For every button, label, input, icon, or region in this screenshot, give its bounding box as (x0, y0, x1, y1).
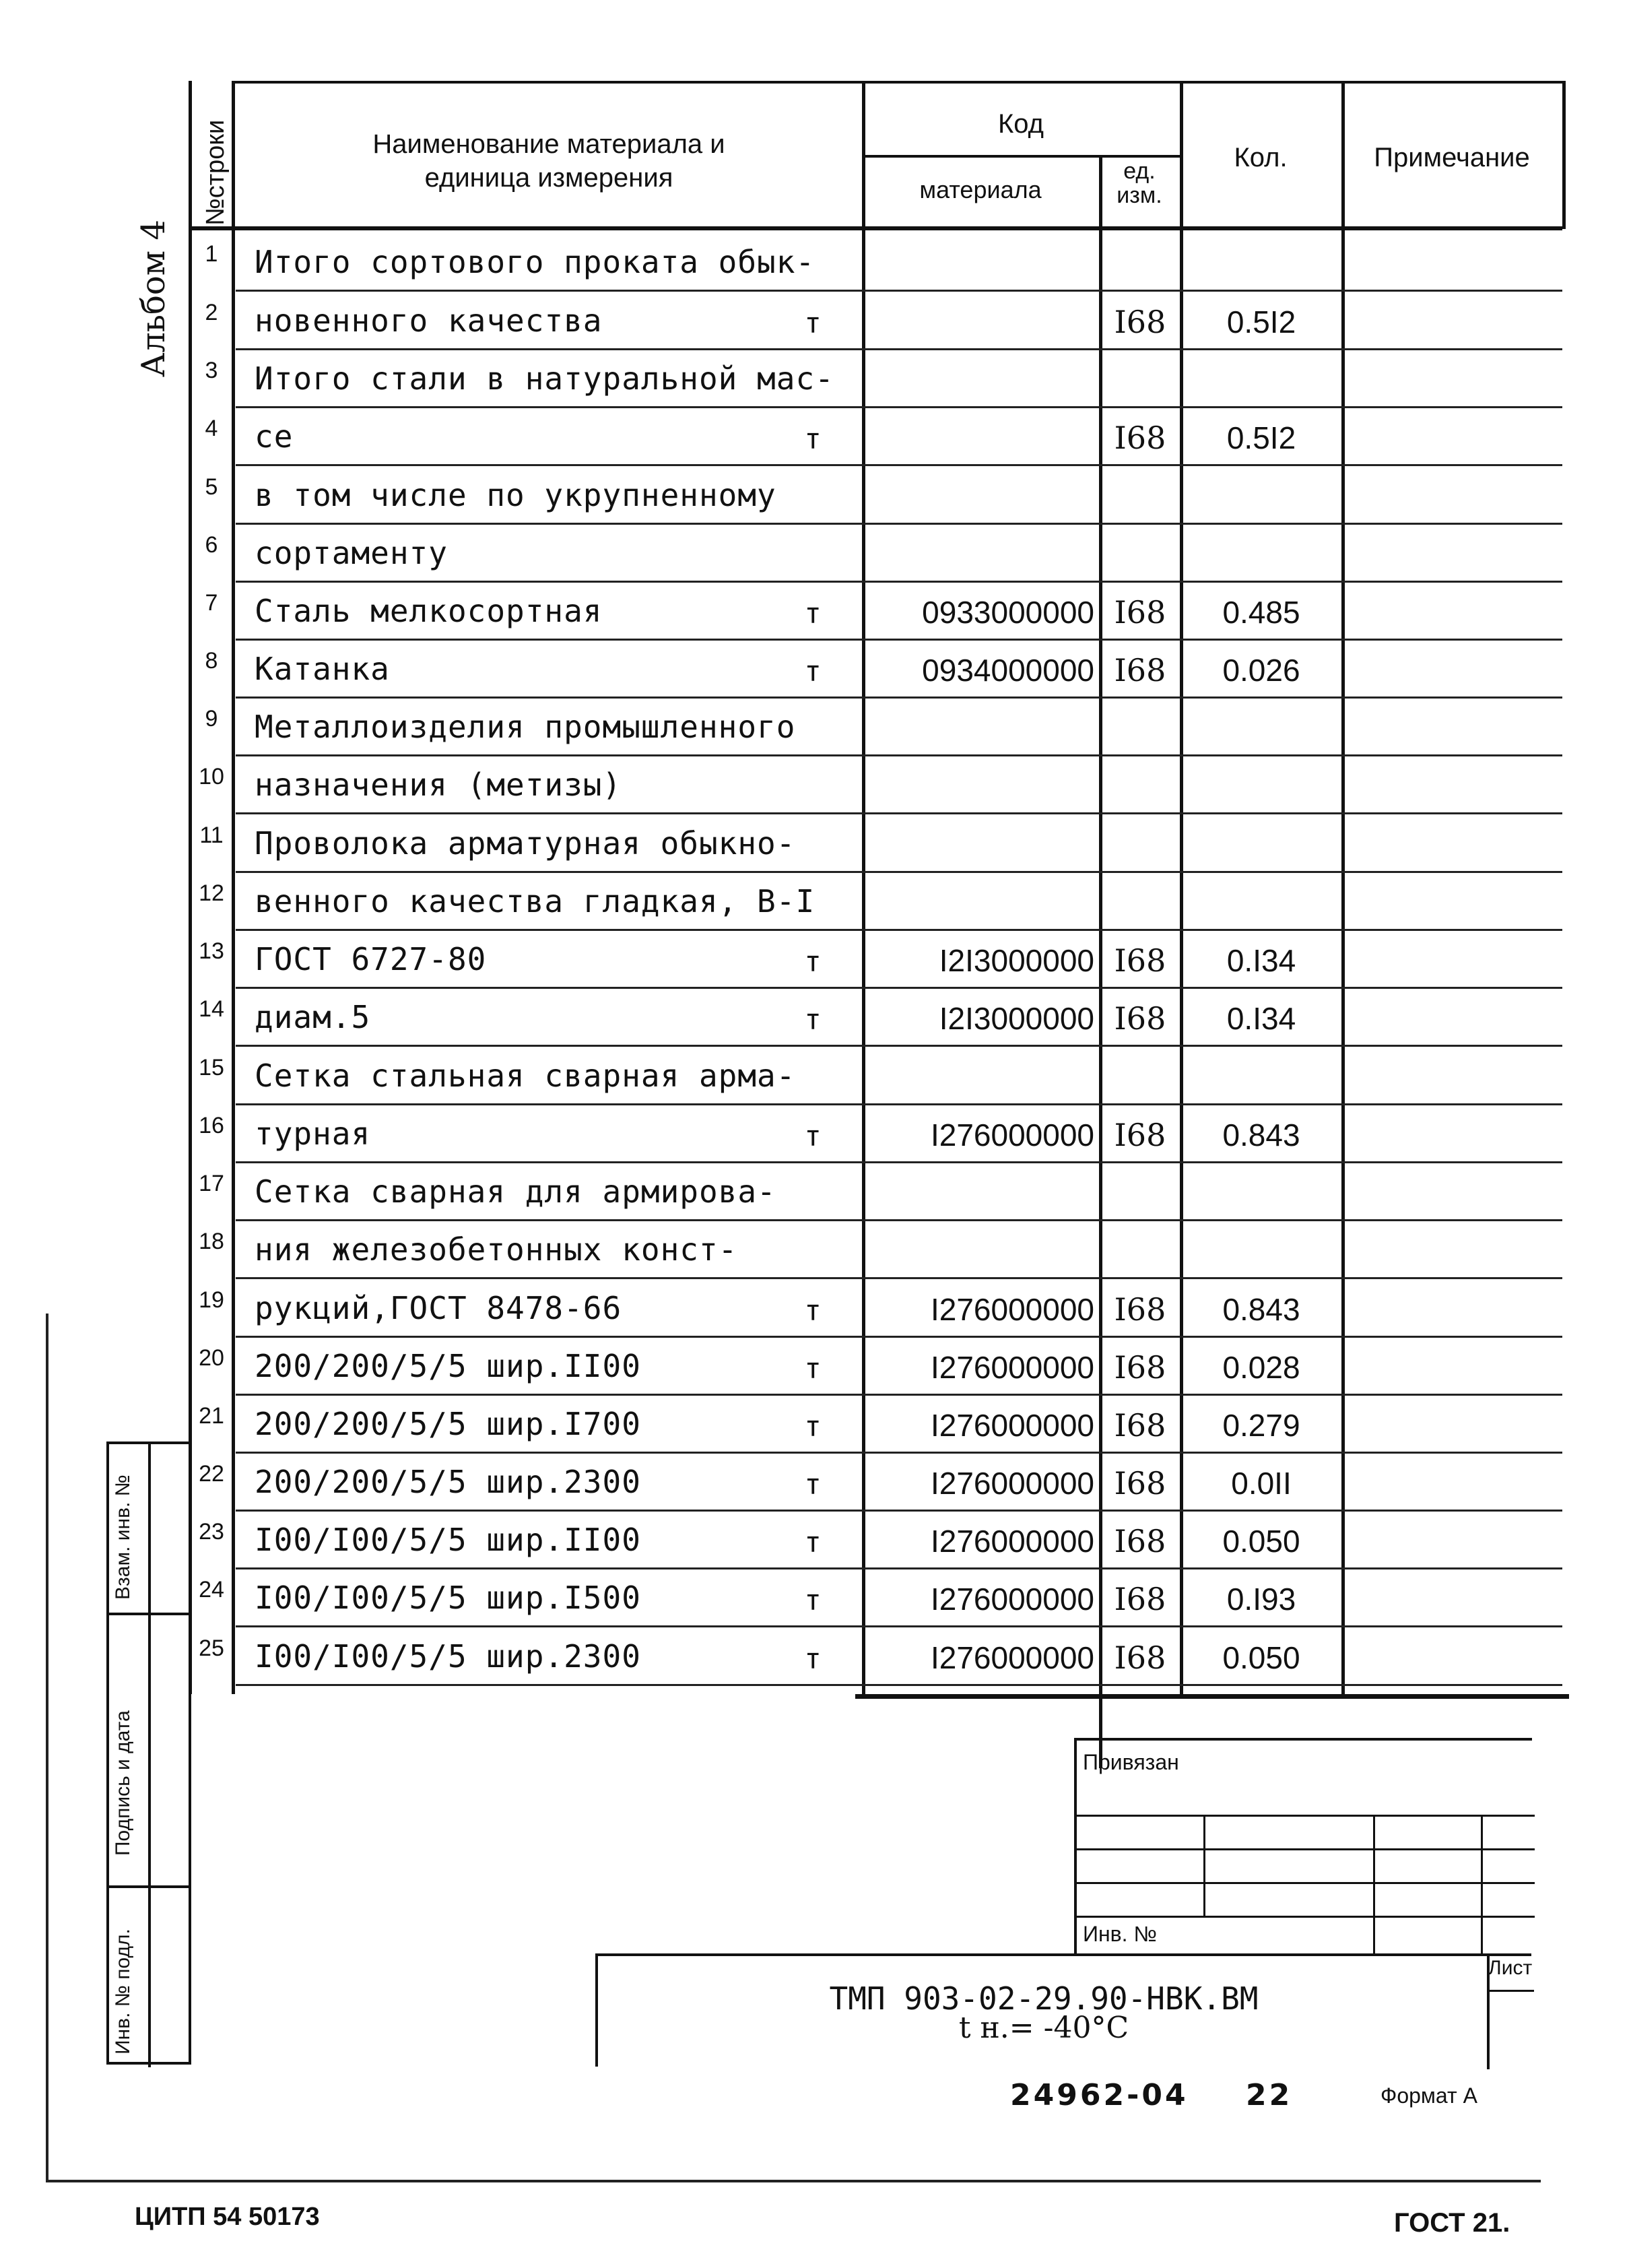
row-material-name: венного качества гладкая, В-I (255, 883, 816, 919)
row-number: 7 (205, 590, 218, 616)
row-quantity: 0.I93 (1226, 1582, 1296, 1617)
page-no: 22 (1246, 2078, 1293, 2112)
row-number: 1 (205, 241, 218, 267)
row-material-name: Сетка сварная для армирова- (255, 1173, 776, 1210)
row-number: 20 (199, 1345, 224, 1371)
header-name-line1: Наименование материала и (372, 129, 725, 159)
header-code-unit-1: ед. (1123, 158, 1156, 184)
row-unit: т (804, 422, 822, 455)
row-quantity: 0.026 (1222, 653, 1300, 688)
row-material-code: 0934000000 (922, 653, 1094, 688)
row-material-name: Сталь мелкосортная (255, 593, 603, 629)
row-number: 2 (205, 300, 218, 325)
row-number: 14 (199, 996, 224, 1022)
stamp-podpis-data: Подпись и дата (112, 1710, 134, 1856)
row-quantity: 0.485 (1222, 595, 1300, 630)
row-unit: т (804, 1584, 822, 1617)
row-separator (236, 464, 1562, 466)
header-note: Примечание (1374, 143, 1530, 172)
row-separator (236, 754, 1562, 756)
row-separator (236, 929, 1562, 931)
row-number: 5 (205, 474, 218, 500)
row-unit: т (804, 1352, 822, 1385)
row-separator (236, 523, 1562, 525)
row-separator (236, 1625, 1562, 1627)
row-material-name: се (255, 418, 294, 455)
row-material-name: назначения (метизы) (255, 767, 622, 803)
album-label: Альбом 4 (135, 220, 172, 377)
row-unit-code: I68 (1114, 1465, 1166, 1501)
row-separator (236, 1219, 1562, 1221)
row-material-name: I00/I00/5/5 шир.I500 (255, 1580, 641, 1616)
row-material-code: I276000000 (930, 1466, 1094, 1501)
row-material-name: сортаменту (255, 535, 448, 571)
row-number: 24 (199, 1577, 224, 1602)
row-unit: т (804, 945, 822, 978)
row-unit: т (804, 597, 822, 630)
row-unit-code: I68 (1114, 304, 1166, 340)
row-material-name: 200/200/5/5 шир.2300 (255, 1464, 641, 1500)
row-separator (236, 696, 1562, 699)
row-material-code: I276000000 (930, 1582, 1094, 1617)
row-material-name: Итого стали в натуральной мас- (255, 360, 834, 397)
inv-no-label: Инв. № (1083, 1922, 1157, 1946)
row-number: 4 (205, 416, 218, 441)
header-name-line2: единица измерения (424, 163, 673, 193)
row-number: 21 (199, 1403, 224, 1429)
row-unit: т (804, 1294, 822, 1327)
row-unit-code: I68 (1114, 1407, 1166, 1444)
row-number: 19 (199, 1287, 224, 1313)
row-material-name: I00/I00/5/5 шир.II00 (255, 1522, 641, 1558)
stamp-inv-podl: Инв. № подл. (112, 1929, 134, 2054)
row-material-code: I2I3000000 (939, 1001, 1094, 1036)
row-unit: т (804, 655, 822, 688)
row-number: 11 (199, 822, 224, 848)
row-unit-code: I68 (1114, 1349, 1166, 1386)
row-unit: т (804, 1120, 822, 1153)
row-material-name: Металлоизделия промышленного (255, 709, 796, 745)
row-number: 9 (205, 706, 218, 732)
row-separator (236, 1277, 1562, 1279)
row-separator (236, 639, 1562, 641)
row-quantity: 0.050 (1222, 1640, 1300, 1675)
row-material-code: I276000000 (930, 1524, 1094, 1559)
row-quantity: 0.I34 (1226, 1001, 1296, 1036)
archive-no: 24962-04 (1010, 2078, 1189, 2112)
row-quantity: 0.0II (1231, 1466, 1292, 1501)
row-quantity: 0.I34 (1226, 943, 1296, 978)
row-separator (236, 1394, 1562, 1396)
row-material-code: I276000000 (930, 1640, 1094, 1675)
row-number: 16 (199, 1113, 224, 1138)
row-quantity: 0.5I2 (1226, 420, 1296, 455)
row-material-name: I00/I00/5/5 шир.2300 (255, 1638, 641, 1675)
row-separator (236, 1510, 1562, 1512)
row-separator (236, 871, 1562, 873)
row-material-name: Проволока арматурная обыкно- (255, 825, 796, 862)
row-number: 13 (199, 938, 224, 964)
row-quantity: 0.843 (1222, 1117, 1300, 1153)
sheet-label: Лист (1488, 1957, 1533, 1979)
row-material-name: новенного качества (255, 302, 603, 339)
header-row-no: №строки (201, 119, 230, 226)
row-number: 17 (199, 1171, 224, 1196)
header-code-unit-2: изм. (1117, 183, 1162, 208)
row-separator (236, 987, 1562, 989)
row-material-name: Итого сортового проката обык- (255, 244, 816, 280)
row-material-code: I276000000 (930, 1350, 1094, 1385)
row-separator (236, 406, 1562, 408)
row-number: 18 (199, 1229, 224, 1254)
row-unit-code: I68 (1114, 594, 1166, 630)
row-separator (236, 1103, 1562, 1105)
row-separator (236, 348, 1562, 350)
row-number: 3 (205, 358, 218, 383)
row-material-name: в том числе по укрупненному (255, 477, 776, 513)
row-separator (236, 1161, 1562, 1163)
row-number: 8 (205, 648, 218, 674)
footer-right: ГОСТ 21. (1394, 2208, 1510, 2238)
row-unit: т (804, 1003, 822, 1036)
row-unit: т (804, 1642, 822, 1675)
row-separator (236, 1684, 1562, 1686)
row-material-name: Катанка (255, 651, 390, 687)
header-quantity: Кол. (1234, 143, 1288, 172)
row-separator (236, 290, 1562, 292)
header-code-group: Код (997, 109, 1044, 139)
row-number: 6 (205, 532, 218, 558)
format-label: Формат А (1380, 2083, 1477, 2108)
row-material-name: рукций,ГОСТ 8478-66 (255, 1290, 622, 1326)
temp-note: t н.= -40°С (958, 2011, 1129, 2045)
row-unit-code: I68 (1114, 420, 1166, 456)
row-number: 22 (199, 1461, 224, 1487)
stamp-vzam-inv: Взам. инв. № (112, 1475, 134, 1600)
row-unit-code: I68 (1114, 652, 1166, 688)
row-quantity: 0.050 (1222, 1524, 1300, 1559)
doc-code: ТМП 903-02-29.90-НВК.ВМ (829, 1980, 1259, 2017)
row-unit-code: I68 (1114, 1000, 1166, 1037)
row-material-name: 200/200/5/5 шир.II00 (255, 1348, 641, 1384)
row-separator (236, 1567, 1562, 1569)
row-material-code: I276000000 (930, 1408, 1094, 1443)
row-number: 23 (199, 1519, 224, 1545)
row-separator (236, 1045, 1562, 1047)
row-quantity: 0.843 (1222, 1292, 1300, 1327)
row-unit: т (804, 1526, 822, 1559)
row-unit: т (804, 306, 822, 339)
row-quantity: 0.028 (1222, 1350, 1300, 1385)
row-number: 15 (199, 1055, 224, 1080)
row-unit: т (804, 1468, 822, 1501)
row-material-code: I276000000 (930, 1117, 1094, 1153)
row-separator (236, 581, 1562, 583)
row-unit-code: I68 (1114, 1117, 1166, 1153)
row-material-code: I2I3000000 (939, 943, 1094, 978)
row-material-name: 200/200/5/5 шир.I700 (255, 1406, 641, 1442)
bottom-margin-line (46, 2180, 1541, 2182)
row-unit-code: I68 (1114, 1291, 1166, 1328)
left-margin-line (46, 1314, 48, 2182)
row-unit-code: I68 (1114, 942, 1166, 979)
row-unit-code: I68 (1114, 1523, 1166, 1559)
row-number: 25 (199, 1635, 224, 1661)
row-number: 10 (199, 764, 224, 789)
row-unit-code: I68 (1114, 1640, 1166, 1676)
row-unit-code: I68 (1114, 1581, 1166, 1617)
row-quantity: 0.279 (1222, 1408, 1300, 1443)
row-material-name: ГОСТ 6727-80 (255, 941, 487, 977)
row-material-name: Сетка стальная сварная арма- (255, 1058, 796, 1094)
header-code-material: материала (919, 176, 1042, 203)
row-quantity: 0.5I2 (1226, 304, 1296, 339)
row-material-code: I276000000 (930, 1292, 1094, 1327)
row-separator (236, 1452, 1562, 1454)
row-material-name: диам.5 (255, 999, 371, 1035)
row-unit: т (804, 1410, 822, 1443)
row-separator (236, 812, 1562, 814)
row-material-name: турная (255, 1115, 371, 1152)
row-separator (236, 1336, 1562, 1338)
privyazan-label: Привязан (1083, 1750, 1179, 1774)
row-number: 12 (199, 880, 224, 906)
row-material-code: 0933000000 (922, 595, 1094, 630)
row-material-name: ния железобетонных конст- (255, 1231, 738, 1268)
footer-left: ЦИТП 54 50173 (135, 2203, 320, 2231)
